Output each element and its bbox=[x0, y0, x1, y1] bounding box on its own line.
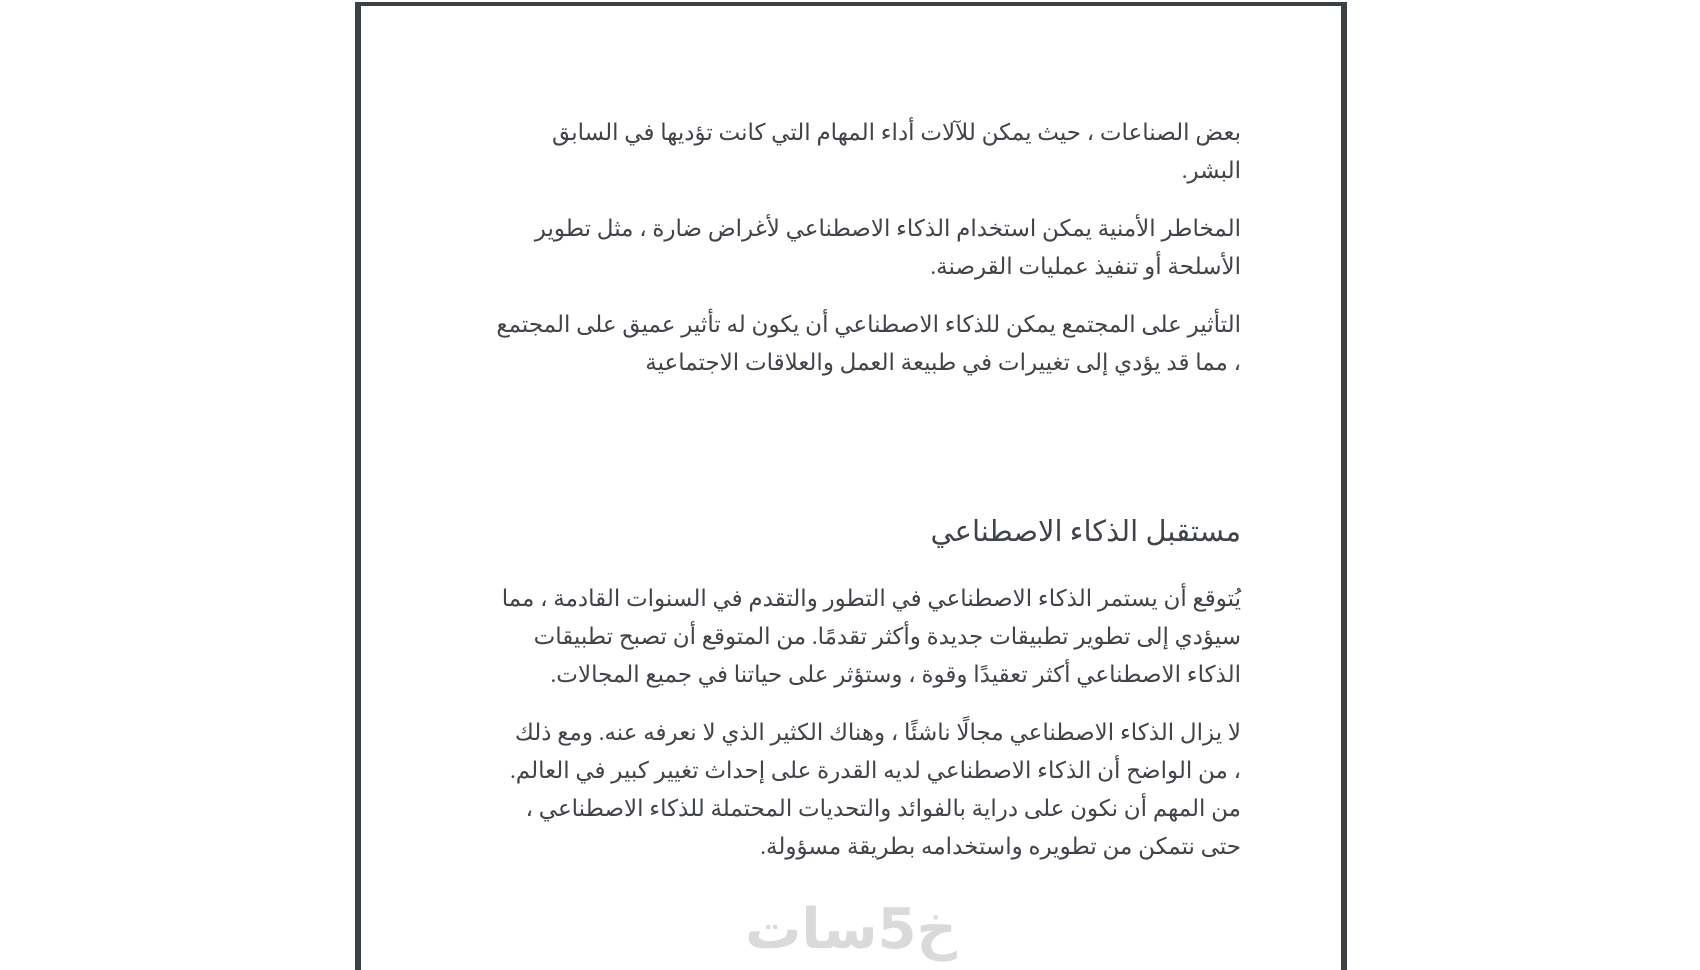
text-line: الأسلحة أو تنفيذ عمليات القرصنة. bbox=[930, 254, 1241, 279]
text-line: بعض الصناعات ، حيث يمكن للآلات أداء المهام التي كانت تؤديها في السابق bbox=[552, 120, 1241, 145]
text-line: الذكاء الاصطناعي أكثر تعقيدًا وقوة ، وستؤثر على حياتنا في جميع المجالات. bbox=[550, 662, 1241, 687]
text-line: سيؤدي إلى تطوير تطبيقات جديدة وأكثر تقدمًا. من المتوقع أن تصبح تطبيقات bbox=[533, 624, 1241, 649]
text-line: المخاطر الأمنية يمكن استخدام الذكاء الاصطناعي لأغراض ضارة ، مثل تطوير bbox=[534, 216, 1241, 241]
text-line: لا يزال الذكاء الاصطناعي مجالًا ناشئًا ، وهناك الكثير الذي لا نعرفه عنه. ومع ذلك bbox=[514, 720, 1241, 745]
text-line: من المهم أن نكون على دراية بالفوائد والتحديات المحتملة للذكاء الاصطناعي ، bbox=[525, 796, 1241, 821]
paragraph bbox=[461, 714, 1241, 866]
text-line: ، مما قد يؤدي إلى تغييرات في طبيعة العمل والعلاقات الاجتماعية bbox=[645, 350, 1241, 375]
text-line: يُتوقع أن يستمر الذكاء الاصطناعي في التطور والتقدم في السنوات القادمة ، مما bbox=[501, 586, 1241, 611]
watermark-row bbox=[461, 897, 1241, 962]
text-line: التأثير على المجتمع يمكن للذكاء الاصطناعي أن يكون له تأثير عميق على المجتمع bbox=[496, 312, 1241, 337]
text-line: البشر. bbox=[1181, 158, 1241, 183]
khamsat-watermark-logo: خ5سات bbox=[745, 897, 957, 962]
text-line: حتى نتمكن من تطويره واستخدامه بطريقة مسؤولة. bbox=[760, 834, 1241, 859]
paragraph bbox=[461, 114, 1241, 190]
document-content bbox=[361, 6, 1341, 960]
document-page bbox=[355, 2, 1347, 970]
text-line: ، من الواضح أن الذكاء الاصطناعي لديه القدرة على إحداث تغيير كبير في العالم. bbox=[510, 758, 1241, 783]
paragraph bbox=[461, 306, 1241, 382]
section-heading: مستقبل الذكاء الاصطناعي bbox=[930, 516, 1241, 548]
paragraph bbox=[461, 210, 1241, 286]
paragraph bbox=[461, 580, 1241, 694]
